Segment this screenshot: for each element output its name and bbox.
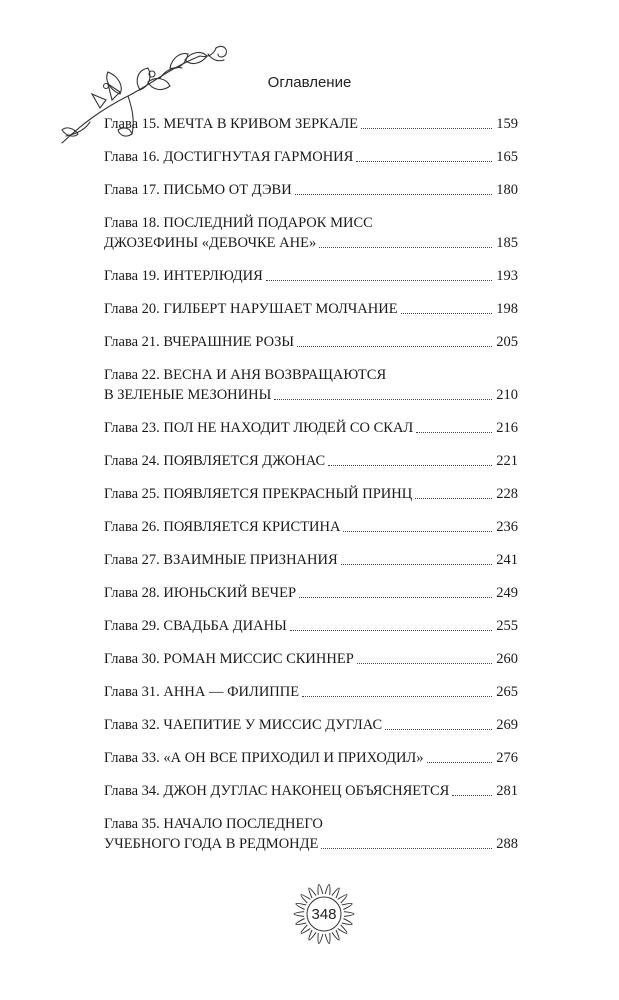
dot-leader [357,662,492,664]
dot-leader [328,464,492,466]
toc-entry-title-cont: ДЖОЗЕФИНЫ «ДЕВОЧКЕ АНЕ» [104,235,317,251]
dot-leader [302,695,492,697]
toc-entry-title: Глава 18. ПОСЛЕДНИЙ ПОДАРОК МИСС [104,215,373,231]
toc-entry [104,616,518,636]
toc-entry-page: 159 [496,116,518,132]
toc-entry-page: 249 [496,585,518,601]
toc-entry-page: 228 [496,486,518,502]
toc-entry-title: Глава 28. ИЮНЬСКИЙ ВЕЧЕР [104,585,297,601]
toc-entry-title: Глава 33. «А ОН ВСЕ ПРИХОДИЛ И ПРИХОДИЛ» [104,750,424,766]
dot-leader [416,431,492,433]
toc-entry-page: 269 [496,717,518,733]
toc-entry [104,781,518,801]
toc-entry [104,299,518,319]
dot-leader [299,596,492,598]
page-header: Оглавление [267,74,352,91]
page-number: 348 [311,905,337,923]
toc-entry-title: Глава 22. ВЕСНА И АНЯ ВОЗВРАЩАЮТСЯ [104,367,387,383]
toc-entry-title: Глава 17. ПИСЬМО ОТ ДЭВИ [104,182,292,198]
toc-entry [104,649,518,669]
toc-entry [104,114,518,134]
toc-entry-page: 288 [496,836,518,852]
toc-entry-page: 185 [496,235,518,251]
toc-entry-page: 205 [496,334,518,350]
toc-entry-title: Глава 24. ПОЯВЛЯЕТСЯ ДЖОНАС [104,453,326,469]
toc-entry [104,451,518,471]
toc-entry-title: Глава 30. РОМАН МИССИС СКИННЕР [104,651,354,667]
dot-leader [452,794,492,796]
toc-entry-page: 216 [496,420,518,436]
toc-entry-page: 236 [496,519,518,535]
dot-leader [341,563,493,565]
toc-entry [104,332,518,352]
toc-entry-title-cont: УЧЕБНОГО ГОДА В РЕДМОНДЕ [104,836,319,852]
toc-entry [104,550,518,570]
toc-entry-page: 255 [496,618,518,634]
toc-entry-page: 180 [496,182,518,198]
dot-leader [297,345,492,347]
dot-leader [266,279,493,281]
toc-entry-page: 260 [496,651,518,667]
toc-entry-page: 281 [496,783,518,799]
toc-entry [104,715,518,735]
toc-entry-page: 276 [496,750,518,766]
toc-entry [104,365,518,405]
dot-leader [385,728,492,730]
floral-vine-ornament-icon [40,38,250,158]
toc-entry [104,814,518,854]
toc-entry [104,682,518,702]
toc-entry-title: Глава 16. ДОСТИГНУТАЯ ГАРМОНИЯ [104,149,354,165]
toc-entry [104,484,518,504]
toc-entry-title: Глава 34. ДЖОН ДУГЛАС НАКОНЕЦ ОБЪЯСНЯЕТСЯ [104,783,450,799]
dot-leader [361,127,492,129]
toc-entry-title-cont: В ЗЕЛЕНЫЕ МЕЗОНИНЫ [104,387,272,403]
toc-entry [104,147,518,167]
dot-leader [290,629,493,631]
dot-leader [319,246,492,248]
toc-entry [104,418,518,438]
toc-entry-title: Глава 35. НАЧАЛО ПОСЛЕДНЕГО [104,816,323,832]
toc-entry-title: Глава 25. ПОЯВЛЯЕТСЯ ПРЕКРАСНЫЙ ПРИНЦ [104,486,413,502]
toc-entry-page: 265 [496,684,518,700]
toc-entry-title: Глава 27. ВЗАИМНЫЕ ПРИЗНАНИЯ [104,552,338,568]
toc-entry-title: Глава 19. ИНТЕРЛЮДИЯ [104,268,263,284]
dot-leader [343,530,492,532]
toc-entry-title: Глава 32. ЧАЕПИТИЕ У МИССИС ДУГЛАС [104,717,383,733]
toc-entry-page: 221 [496,453,518,469]
dot-leader [295,193,493,195]
toc-entry-title: Глава 23. ПОЛ НЕ НАХОДИТ ЛЮДЕЙ СО СКАЛ [104,420,414,436]
dot-leader [356,160,492,162]
toc-entry [104,583,518,603]
dot-leader [321,847,492,849]
toc-entry [104,517,518,537]
toc-entry [104,213,518,253]
dot-leader [427,761,493,763]
dot-leader [415,497,492,499]
toc-entry-page: 241 [496,552,518,568]
toc-entry-title: Глава 21. ВЧЕРАШНИЕ РОЗЫ [104,334,295,350]
dot-leader [401,312,493,314]
dot-leader [274,398,492,400]
toc-entry-page: 165 [496,149,518,165]
toc-entry-title: Глава 20. ГИЛБЕРТ НАРУШАЕТ МОЛЧАНИЕ [104,301,398,317]
toc-entry-title: Глава 26. ПОЯВЛЯЕТСЯ КРИСТИНА [104,519,341,535]
toc-entry-page: 193 [496,268,518,284]
toc-entry-title: Глава 29. СВАДЬБА ДИАНЫ [104,618,287,634]
toc-entry-title: Глава 31. АННА — ФИЛИППЕ [104,684,300,700]
toc-entry-title: Глава 15. МЕЧТА В КРИВОМ ЗЕРКАЛЕ [104,116,359,132]
toc-entry [104,180,518,200]
toc-entry-page: 198 [496,301,518,317]
toc-entry-page: 210 [496,387,518,403]
toc-entry [104,266,518,286]
toc-entry [104,748,518,768]
